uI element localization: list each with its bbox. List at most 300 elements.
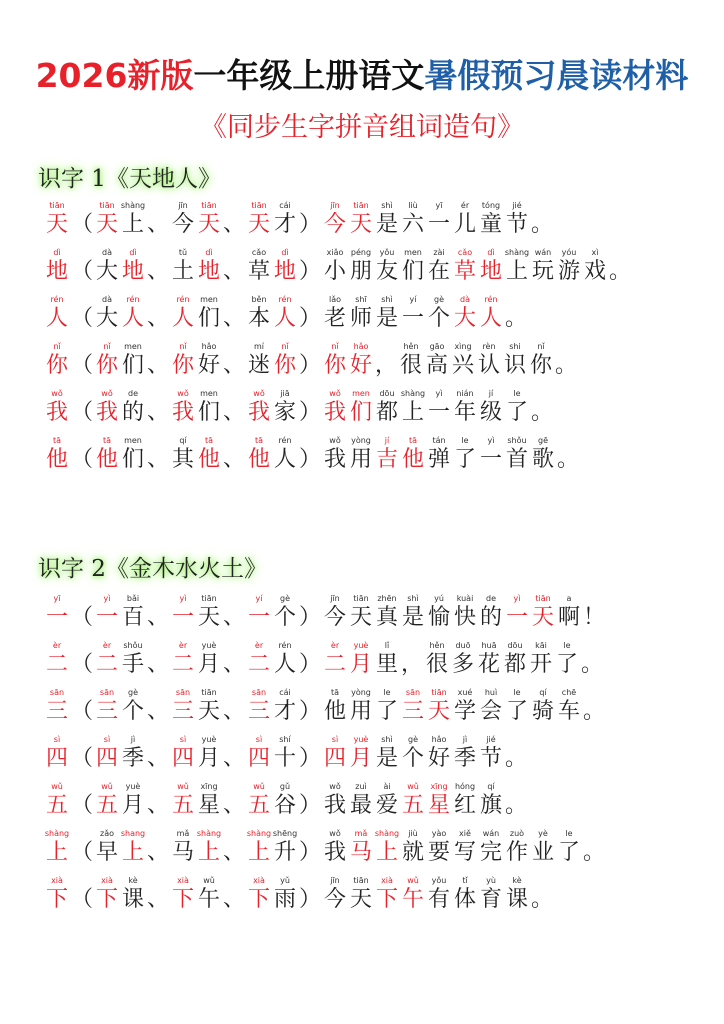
pinyin-label: èr xyxy=(52,641,62,650)
hanzi-with-pinyin xyxy=(504,389,530,427)
punctuation xyxy=(146,641,170,679)
hanzi-with-pinyin xyxy=(400,688,426,726)
pinyin-label: xīng xyxy=(430,782,448,791)
hanzi-char: 们 xyxy=(197,400,220,425)
hanzi-with-pinyin xyxy=(196,295,222,333)
hanzi-with-pinyin xyxy=(400,782,426,820)
hanzi-with-pinyin xyxy=(348,248,374,286)
pinyin-label: men xyxy=(200,295,218,304)
hanzi-with-pinyin xyxy=(196,641,222,679)
punctuation xyxy=(70,876,94,914)
pinyin-label: jì xyxy=(130,735,136,744)
pinyin-label: dì xyxy=(281,248,289,257)
pinyin-label: tā xyxy=(102,436,112,445)
pinyin-label: hǎo xyxy=(353,342,369,351)
hanzi-with-pinyin xyxy=(94,436,120,474)
hanzi-char: 二 xyxy=(247,652,270,677)
hanzi-char: 有 xyxy=(427,887,450,912)
punctuation xyxy=(582,688,606,726)
hanzi-char: 里 xyxy=(375,652,398,677)
hanzi-with-pinyin xyxy=(504,201,530,239)
pinyin-label: yì xyxy=(487,436,495,445)
hanzi-with-pinyin xyxy=(426,829,452,867)
pinyin-label: tiān xyxy=(99,201,115,210)
hanzi-char: 、 xyxy=(146,746,169,771)
hanzi-char: 。 xyxy=(504,746,527,771)
hanzi-with-pinyin xyxy=(478,782,504,820)
pinyin-label: dì xyxy=(129,248,137,257)
pinyin-label: èr xyxy=(178,641,188,650)
pinyin-label: dì xyxy=(487,248,495,257)
hanzi-with-pinyin xyxy=(170,295,196,333)
hanzi-with-pinyin xyxy=(400,295,426,333)
hanzi-char: 下 xyxy=(45,887,68,912)
pinyin-label: huā xyxy=(481,641,497,650)
pinyin-label: shǒu xyxy=(507,436,527,445)
pinyin-label: nǐ xyxy=(281,342,289,351)
pinyin-label: le xyxy=(513,688,521,697)
hanzi-char: 才 xyxy=(273,212,296,237)
hanzi-char: （ xyxy=(70,652,93,677)
hanzi-with-pinyin xyxy=(196,829,222,867)
hanzi-char: 们 xyxy=(349,400,372,425)
hanzi-char: 一 xyxy=(95,605,118,630)
pinyin-label: èr xyxy=(330,641,340,650)
punctuation xyxy=(146,201,170,239)
pinyin-label: shì xyxy=(407,594,419,603)
hanzi-char: 我 xyxy=(95,400,118,425)
hanzi-char: 很 xyxy=(399,353,422,378)
pinyin-label: hǎo xyxy=(431,735,447,744)
hanzi-char: 多 xyxy=(451,652,474,677)
hanzi-with-pinyin xyxy=(246,641,272,679)
hanzi-char: 、 xyxy=(222,746,245,771)
pinyin-label: men xyxy=(124,436,142,445)
hanzi-char: 马 xyxy=(349,840,372,865)
pinyin-label: wán xyxy=(534,248,552,257)
page-subtitle: 《同步生字拼音组词造句》 xyxy=(200,112,524,143)
hanzi-char: 其 xyxy=(171,447,194,472)
hanzi-char: 下 xyxy=(247,887,270,912)
pinyin-label: de xyxy=(128,389,138,398)
hanzi-with-pinyin xyxy=(246,248,272,286)
pinyin-label: dōu xyxy=(379,389,395,398)
hanzi-char: 、 xyxy=(146,212,169,237)
pinyin-label: xì xyxy=(591,248,599,257)
pinyin-label: xiǎo xyxy=(326,248,344,257)
pinyin-label: wǔ xyxy=(203,876,215,885)
hanzi-with-pinyin xyxy=(196,389,222,427)
hanzi-char: 我 xyxy=(45,400,68,425)
hanzi-with-pinyin xyxy=(400,594,426,632)
hanzi-char: 二 xyxy=(323,652,346,677)
hanzi-with-pinyin xyxy=(452,876,478,914)
hanzi-char: 、 xyxy=(222,793,245,818)
hanzi-char: 天 xyxy=(349,605,372,630)
hanzi-with-pinyin xyxy=(170,201,196,239)
hanzi-with-pinyin xyxy=(502,342,528,380)
hanzi-with-pinyin xyxy=(272,295,298,333)
pinyin-label: sì xyxy=(331,735,339,744)
hanzi-char: 老 xyxy=(323,306,346,331)
hanzi-char: 会 xyxy=(479,699,502,724)
punctuation xyxy=(70,829,94,867)
hanzi-with-pinyin xyxy=(170,688,196,726)
hanzi-with-pinyin xyxy=(530,436,556,474)
hanzi-with-pinyin xyxy=(322,594,348,632)
pinyin-label: xiě xyxy=(459,829,471,838)
hanzi-with-pinyin xyxy=(196,342,222,380)
hanzi-char: 、 xyxy=(222,699,245,724)
hanzi-char: 地 xyxy=(479,259,502,284)
pinyin-label: shēng xyxy=(272,829,298,838)
punctuation xyxy=(222,876,246,914)
hanzi-with-pinyin xyxy=(348,641,374,679)
pinyin-label: ài xyxy=(383,782,391,791)
hanzi-with-pinyin xyxy=(426,594,452,632)
hanzi-char: 高 xyxy=(425,353,448,378)
hanzi-char: 了 xyxy=(505,699,528,724)
hanzi-char: 是 xyxy=(375,306,398,331)
hanzi-with-pinyin xyxy=(400,389,426,427)
punctuation xyxy=(504,295,528,333)
pinyin-label: rèn xyxy=(482,342,496,351)
hanzi-char: 了 xyxy=(555,652,578,677)
punctuation xyxy=(554,342,578,380)
pinyin-label: jì xyxy=(462,735,468,744)
char-row xyxy=(44,242,704,286)
hanzi-with-pinyin xyxy=(170,594,196,632)
hanzi-char: （ xyxy=(70,699,93,724)
hanzi-with-pinyin xyxy=(120,248,146,286)
pinyin-label: sì xyxy=(255,735,263,744)
hanzi-with-pinyin xyxy=(426,735,452,773)
hanzi-with-pinyin xyxy=(478,201,504,239)
hanzi-char: 师 xyxy=(349,306,372,331)
hanzi-char: 三 xyxy=(171,699,194,724)
punctuation xyxy=(374,342,398,380)
punctuation xyxy=(222,688,246,726)
hanzi-with-pinyin xyxy=(582,248,608,286)
hanzi-with-pinyin xyxy=(170,342,196,380)
hanzi-char: 一 xyxy=(427,212,450,237)
hanzi-char: 我 xyxy=(323,400,346,425)
hanzi-char: 开 xyxy=(529,652,552,677)
hanzi-char: 真 xyxy=(375,605,398,630)
hanzi-char: 识 xyxy=(503,353,526,378)
hanzi-char: 本 xyxy=(247,306,270,331)
punctuation xyxy=(298,829,322,867)
punctuation xyxy=(146,594,170,632)
hanzi-with-pinyin xyxy=(322,735,348,773)
hanzi-with-pinyin xyxy=(196,735,222,773)
hanzi-char: 儿 xyxy=(453,212,476,237)
hanzi-char: 个 xyxy=(401,746,424,771)
hanzi-char: 好 xyxy=(197,353,220,378)
hanzi-with-pinyin xyxy=(400,436,426,474)
hanzi-char: （ xyxy=(70,793,93,818)
hanzi-with-pinyin xyxy=(374,688,400,726)
hanzi-with-pinyin xyxy=(348,594,374,632)
title-material: 暑假预习晨读材料 xyxy=(424,56,689,95)
punctuation xyxy=(222,594,246,632)
hanzi-char: ） xyxy=(298,793,321,818)
hanzi-char: 吉 xyxy=(375,447,398,472)
hanzi-char: 。 xyxy=(530,212,553,237)
hanzi-with-pinyin xyxy=(44,688,70,726)
hanzi-char: 天 xyxy=(531,605,554,630)
hanzi-with-pinyin xyxy=(348,782,374,820)
pinyin-label: yù xyxy=(486,876,496,885)
pinyin-label: shàng xyxy=(504,248,530,257)
hanzi-char: （ xyxy=(70,605,93,630)
pinyin-label: xìng xyxy=(454,342,472,351)
hanzi-char: 上 xyxy=(247,840,270,865)
hanzi-with-pinyin xyxy=(120,735,146,773)
hanzi-with-pinyin xyxy=(322,295,348,333)
pinyin-label: yòng xyxy=(351,688,371,697)
hanzi-char: 体 xyxy=(453,887,476,912)
hanzi-char: 你 xyxy=(323,353,346,378)
pinyin-label: nǐ xyxy=(331,342,339,351)
pinyin-label: yī xyxy=(53,594,61,603)
hanzi-char: 认 xyxy=(477,353,500,378)
pinyin-label: duō xyxy=(455,641,471,650)
hanzi-char: 地 xyxy=(121,259,144,284)
hanzi-char: （ xyxy=(70,259,93,284)
pinyin-label: gè xyxy=(434,295,444,304)
hanzi-char: 五 xyxy=(45,793,68,818)
hanzi-char: 用 xyxy=(349,447,372,472)
hanzi-with-pinyin xyxy=(120,829,146,867)
punctuation xyxy=(400,641,424,679)
hanzi-char: 大 xyxy=(95,306,118,331)
hanzi-with-pinyin xyxy=(246,688,272,726)
hanzi-with-pinyin xyxy=(452,295,478,333)
hanzi-with-pinyin xyxy=(44,436,70,474)
hanzi-with-pinyin xyxy=(530,594,556,632)
punctuation xyxy=(222,782,246,820)
punctuation xyxy=(70,389,94,427)
hanzi-with-pinyin xyxy=(348,201,374,239)
hanzi-with-pinyin xyxy=(94,594,120,632)
hanzi-char: 月 xyxy=(121,793,144,818)
pinyin-label: yuè xyxy=(353,735,369,744)
pinyin-label: tiān xyxy=(201,688,217,697)
hanzi-char: 节 xyxy=(479,746,502,771)
hanzi-char: 我 xyxy=(323,793,346,818)
hanzi-char: 玩 xyxy=(531,259,554,284)
pinyin-label: cǎo xyxy=(457,248,473,257)
hanzi-with-pinyin xyxy=(554,641,580,679)
hanzi-with-pinyin xyxy=(44,342,70,380)
hanzi-with-pinyin xyxy=(348,829,374,867)
pinyin-label: le xyxy=(461,436,469,445)
pinyin-label: le xyxy=(563,641,571,650)
hanzi-with-pinyin xyxy=(120,782,146,820)
pinyin-label: tā xyxy=(204,436,214,445)
hanzi-char: 天 xyxy=(247,212,270,237)
pinyin-label: wǒ xyxy=(177,389,189,398)
hanzi-char: 最 xyxy=(349,793,372,818)
hanzi-char: 、 xyxy=(222,212,245,237)
hanzi-with-pinyin xyxy=(44,876,70,914)
pinyin-label: wǔ xyxy=(177,782,189,791)
hanzi-with-pinyin xyxy=(556,688,582,726)
hanzi-with-pinyin xyxy=(272,436,298,474)
hanzi-char: 上 xyxy=(197,840,220,865)
hanzi-with-pinyin xyxy=(478,688,504,726)
pinyin-label: tǔ xyxy=(178,248,188,257)
pinyin-label: qí xyxy=(539,688,547,697)
hanzi-with-pinyin xyxy=(450,641,476,679)
pinyin-label: nǐ xyxy=(103,342,111,351)
hanzi-char: 人 xyxy=(273,652,296,677)
pinyin-label: mǎ xyxy=(354,829,368,838)
hanzi-char: 骑 xyxy=(531,699,554,724)
pinyin-label: cái xyxy=(279,201,291,210)
hanzi-char: 今 xyxy=(171,212,194,237)
hanzi-char: ， xyxy=(374,353,397,378)
hanzi-with-pinyin xyxy=(272,201,298,239)
hanzi-with-pinyin xyxy=(374,389,400,427)
hanzi-char: （ xyxy=(70,306,93,331)
hanzi-with-pinyin xyxy=(556,594,582,632)
hanzi-with-pinyin xyxy=(120,594,146,632)
punctuation xyxy=(70,594,94,632)
hanzi-with-pinyin xyxy=(246,782,272,820)
hanzi-char: 今 xyxy=(323,605,346,630)
hanzi-char: 上 xyxy=(45,840,68,865)
punctuation xyxy=(70,248,94,286)
pinyin-label: shàng xyxy=(196,829,222,838)
hanzi-char: ） xyxy=(298,887,321,912)
hanzi-char: 谷 xyxy=(273,793,296,818)
punctuation xyxy=(298,248,322,286)
hanzi-with-pinyin xyxy=(44,735,70,773)
punctuation xyxy=(146,735,170,773)
hanzi-with-pinyin xyxy=(348,342,374,380)
hanzi-with-pinyin xyxy=(246,436,272,474)
hanzi-char: （ xyxy=(70,212,93,237)
pinyin-label: sān xyxy=(49,688,65,697)
hanzi-with-pinyin xyxy=(246,342,272,380)
hanzi-char: 你 xyxy=(529,353,552,378)
hanzi-with-pinyin xyxy=(322,782,348,820)
hanzi-with-pinyin xyxy=(452,248,478,286)
pinyin-label: yì xyxy=(179,594,187,603)
punctuation xyxy=(298,594,322,632)
hanzi-char: 地 xyxy=(273,259,296,284)
hanzi-with-pinyin xyxy=(504,876,530,914)
hanzi-with-pinyin xyxy=(246,876,272,914)
pinyin-label: gè xyxy=(128,688,138,697)
char-row xyxy=(44,729,704,773)
pinyin-label: wǔ xyxy=(407,782,419,791)
hanzi-with-pinyin xyxy=(322,201,348,239)
punctuation xyxy=(70,201,94,239)
hanzi-char: 星 xyxy=(197,793,220,818)
hanzi-char: 三 xyxy=(95,699,118,724)
pinyin-label: le xyxy=(565,829,573,838)
hanzi-char: （ xyxy=(70,840,93,865)
hanzi-char: 兴 xyxy=(451,353,474,378)
hanzi-with-pinyin xyxy=(426,876,452,914)
pinyin-label: tóng xyxy=(481,201,501,210)
pinyin-label: xīng xyxy=(200,782,218,791)
hanzi-char: 地 xyxy=(197,259,220,284)
hanzi-with-pinyin xyxy=(426,688,452,726)
punctuation xyxy=(70,342,94,380)
pinyin-label: mǎ xyxy=(176,829,190,838)
punctuation xyxy=(70,688,94,726)
hanzi-char: 。 xyxy=(530,887,553,912)
punctuation xyxy=(580,641,604,679)
hanzi-with-pinyin xyxy=(120,436,146,474)
hanzi-char: 的 xyxy=(479,605,502,630)
hanzi-char: 家 xyxy=(273,400,296,425)
hanzi-with-pinyin xyxy=(170,735,196,773)
hanzi-char: 课 xyxy=(505,887,528,912)
hanzi-with-pinyin xyxy=(322,688,348,726)
hanzi-char: 上 xyxy=(121,212,144,237)
hanzi-char: ） xyxy=(298,746,321,771)
pinyin-label: shàng xyxy=(374,829,400,838)
pinyin-label: wǒ xyxy=(329,436,341,445)
hanzi-char: （ xyxy=(70,447,93,472)
title-grade: 一年级上册语文 xyxy=(193,56,425,95)
hanzi-char: ） xyxy=(298,699,321,724)
hanzi-with-pinyin xyxy=(400,248,426,286)
hanzi-with-pinyin xyxy=(426,436,452,474)
hanzi-with-pinyin xyxy=(120,876,146,914)
hanzi-char: 今 xyxy=(323,887,346,912)
hanzi-char: 爱 xyxy=(375,793,398,818)
hanzi-with-pinyin xyxy=(94,735,120,773)
hanzi-with-pinyin xyxy=(400,735,426,773)
pinyin-label: ér xyxy=(460,201,470,210)
hanzi-char: 好 xyxy=(349,353,372,378)
hanzi-char: 。 xyxy=(582,840,605,865)
hanzi-with-pinyin xyxy=(196,594,222,632)
hanzi-char: 都 xyxy=(375,400,398,425)
hanzi-char: 上 xyxy=(505,259,528,284)
pinyin-label: tiān xyxy=(535,594,551,603)
pinyin-label: wǔ xyxy=(101,782,113,791)
hanzi-char: 。 xyxy=(582,699,605,724)
pinyin-label: xià xyxy=(51,876,63,885)
pinyin-label: wǔ xyxy=(253,782,265,791)
hanzi-char: 、 xyxy=(146,400,169,425)
pinyin-label: shǒu xyxy=(123,641,143,650)
hanzi-char: 级 xyxy=(479,400,502,425)
punctuation xyxy=(298,342,322,380)
hanzi-with-pinyin xyxy=(94,782,120,820)
hanzi-char: 朋 xyxy=(349,259,372,284)
hanzi-char: 二 xyxy=(45,652,68,677)
hanzi-with-pinyin xyxy=(374,436,400,474)
hanzi-char: 土 xyxy=(171,259,194,284)
hanzi-with-pinyin xyxy=(398,342,424,380)
hanzi-char: 个 xyxy=(121,699,144,724)
pinyin-label: xià xyxy=(381,876,393,885)
hanzi-char: ） xyxy=(298,212,321,237)
pinyin-label: qí xyxy=(487,782,495,791)
hanzi-char: 了 xyxy=(375,699,398,724)
hanzi-char: 个 xyxy=(427,306,450,331)
char-row xyxy=(44,430,704,474)
char-row xyxy=(44,383,704,427)
